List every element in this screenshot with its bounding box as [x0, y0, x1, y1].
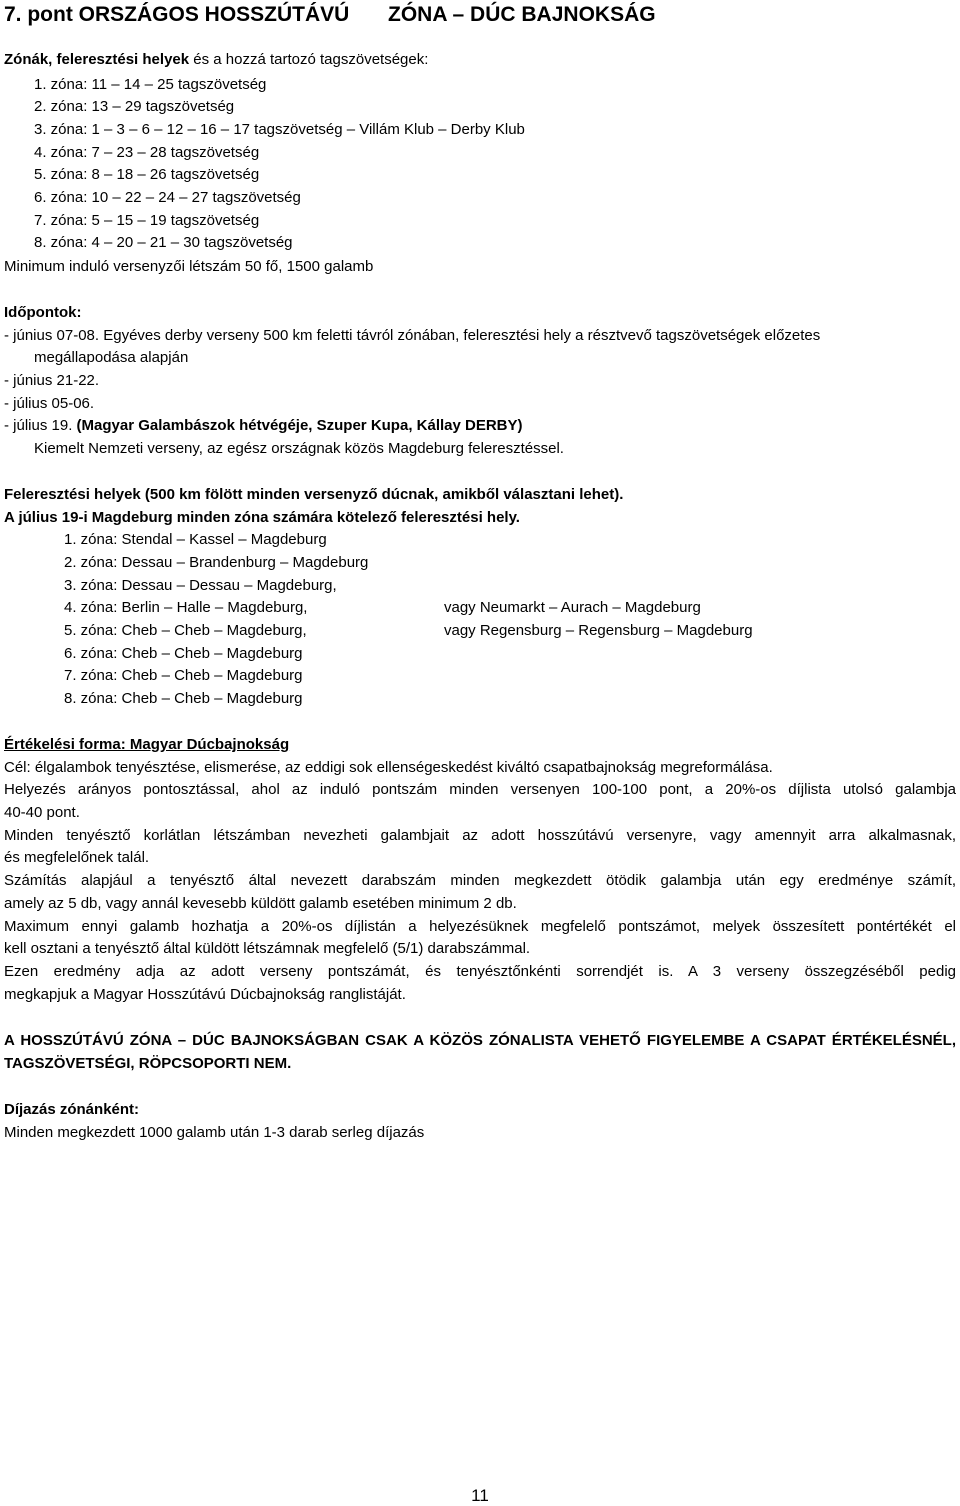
zone-item: 4. zóna: 7 – 23 – 28 tagszövetség — [34, 144, 260, 161]
release-item — [64, 644, 303, 664]
zone-item: 1. zóna: 11 – 14 – 25 tagszövetség — [34, 76, 267, 93]
prizes-text: Minden megkezdett 1000 galamb után 1-3 darab serleg díjazás — [4, 1124, 425, 1141]
release-item — [64, 689, 303, 709]
release-item — [64, 666, 303, 686]
release-main: 7. zóna: Cheb – Cheb – Magdeburg — [64, 667, 303, 684]
notice-line-2: TAGSZÖVETSÉGI, RÖPCSOPORTI NEM. — [4, 1055, 292, 1072]
eval-p4-line2: kell osztani a tenyésztő által küldött létszámnak megfelelő (5/1) darabszámmal. — [4, 940, 531, 957]
date-item-1 — [4, 326, 820, 346]
release-main: 4. zóna: Berlin – Halle – Magdeburg, — [64, 599, 308, 616]
release-heading-1: Feleresztési helyek (500 km fölött minden versenyző dúcnak, amikből választani lehet). — [4, 486, 624, 503]
zone-item: 2. zóna: 13 – 29 tagszövetség — [34, 98, 235, 115]
eval-heading: Értékelési forma: Magyar Dúcbajnokság — [4, 736, 290, 753]
eval-p2-line2: és megfelelőnek talál. — [4, 849, 150, 866]
eval-p1-line2: 40-40 pont. — [4, 804, 80, 821]
date-1-text: Egyéves derby verseny 500 km feletti távról zónában, feleresztési hely a résztvevő tagszövetségek előzetes — [99, 327, 821, 344]
date-4-event: (Magyar Galambászok hétvégéje, Szuper Kupa, Kállay DERBY) — [72, 417, 523, 434]
release-main: 3. zóna: Dessau – Dessau – Magdeburg, — [64, 577, 337, 594]
release-item — [64, 553, 368, 573]
release-item — [64, 576, 337, 596]
page-title — [4, 2, 656, 28]
release-main: 2. zóna: Dessau – Brandenburg – Magdeburg — [64, 554, 369, 571]
zone-item: 5. zóna: 8 – 18 – 26 tagszövetség — [34, 166, 260, 183]
title-left: 7. pont ORSZÁGOS HOSSZÚTÁVÚ — [4, 3, 350, 26]
eval-p3-line2: amely az 5 db, vagy annál kevesebb küldött galamb esetében minimum 2 db. — [4, 895, 517, 912]
title-right: ZÓNA – DÚC BAJNOKSÁG — [388, 3, 656, 26]
minimum-requirement: Minimum induló versenyzői létszám 50 fő, 1500 galamb — [4, 258, 374, 275]
prizes-heading: Díjazás zónánként: — [4, 1101, 140, 1118]
eval-p2-line1: Minden tenyésztő korlátlan létszámban nevezheti galambjait az adott hosszútávú versenyre, vagy amennyit arra alkalmasnak, — [4, 827, 956, 844]
date-4: - július 19. — [4, 417, 73, 434]
release-main: 8. zóna: Cheb – Cheb – Magdeburg — [64, 690, 303, 707]
eval-p5-line1: Ezen eredmény adja az adott verseny pontszámát, és tenyésztőnkénti sorrendjét is. A 3 verseny összegzéséből pedig — [4, 963, 956, 980]
date-item-4-cont: Kiemelt Nemzeti verseny, az egész országnak közös Magdeburg feleresztéssel. — [34, 440, 564, 457]
eval-p5-line2: megkapjuk a Magyar Hosszútávú Dúcbajnokság ranglistáját. — [4, 986, 406, 1003]
zones-heading-rest: és a hozzá tartozó tagszövetségek: — [189, 51, 429, 68]
zones-heading — [4, 50, 428, 70]
page-number: 11 — [471, 1486, 489, 1505]
release-alt: vagy Regensburg – Regensburg – Magdeburg — [444, 622, 753, 639]
date-item-4 — [4, 416, 523, 436]
release-item — [64, 598, 701, 618]
zone-item: 3. zóna: 1 – 3 – 6 – 12 – 16 – 17 tagszövetség – Villám Klub – Derby Klub — [34, 121, 525, 138]
eval-p3-line1: Számítás alapjául a tenyésztő által nevezett darabszám minden megkezdett ötödik galambja után egy eredménye számít, — [4, 872, 956, 889]
release-item — [64, 621, 753, 641]
release-heading-2: A július 19-i Magdeburg minden zóna számára kötelező feleresztési hely. — [4, 509, 520, 526]
date-item-2: - június 21-22. — [4, 372, 100, 389]
release-item — [64, 530, 327, 550]
release-main: 6. zóna: Cheb – Cheb – Magdeburg — [64, 645, 303, 662]
date-item-3: - július 05-06. — [4, 395, 95, 412]
eval-p1-line1: Helyezés arányos pontosztással, ahol az induló pontszám minden versenyen 100-100 pont, a 20%-os díjlista utolsó galambja — [4, 781, 956, 798]
zone-item: 7. zóna: 5 – 15 – 19 tagszövetség — [34, 212, 260, 229]
eval-goal: Cél: élgalambok tenyésztése, elismerése, az eddigi sok ellenségeskedést kiváltó csapatbajnokság megreformálása. — [4, 759, 773, 776]
dates-heading: Időpontok: — [4, 304, 82, 321]
zones-heading-bold: Zónák, feleresztési helyek — [4, 51, 190, 68]
release-main: 1. zóna: Stendal – Kassel – Magdeburg — [64, 531, 327, 548]
release-alt: vagy Neumarkt – Aurach – Magdeburg — [444, 599, 701, 616]
release-main: 5. zóna: Cheb – Cheb – Magdeburg, — [64, 622, 307, 639]
zone-item: 8. zóna: 4 – 20 – 21 – 30 tagszövetség — [34, 234, 293, 251]
date-item-1-cont: megállapodása alapján — [34, 349, 189, 366]
date-1: - június 07-08. — [4, 327, 100, 344]
eval-p4-line1: Maximum ennyi galamb hozhatja a 20%-os díjlistán a helyezésüknek megfelelő pontszámot, melyek összesített pontértékét el — [4, 918, 956, 935]
notice-line-1: A HOSSZÚTÁVÚ ZÓNA – DÚC BAJNOKSÁGBAN CSAK A KÖZÖS ZÓNALISTA VEHETŐ FIGYELEMBE A CSAPAT ÉRTÉKELÉSNÉL, — [4, 1032, 956, 1049]
zone-item: 6. zóna: 10 – 22 – 24 – 27 tagszövetség — [34, 189, 301, 206]
